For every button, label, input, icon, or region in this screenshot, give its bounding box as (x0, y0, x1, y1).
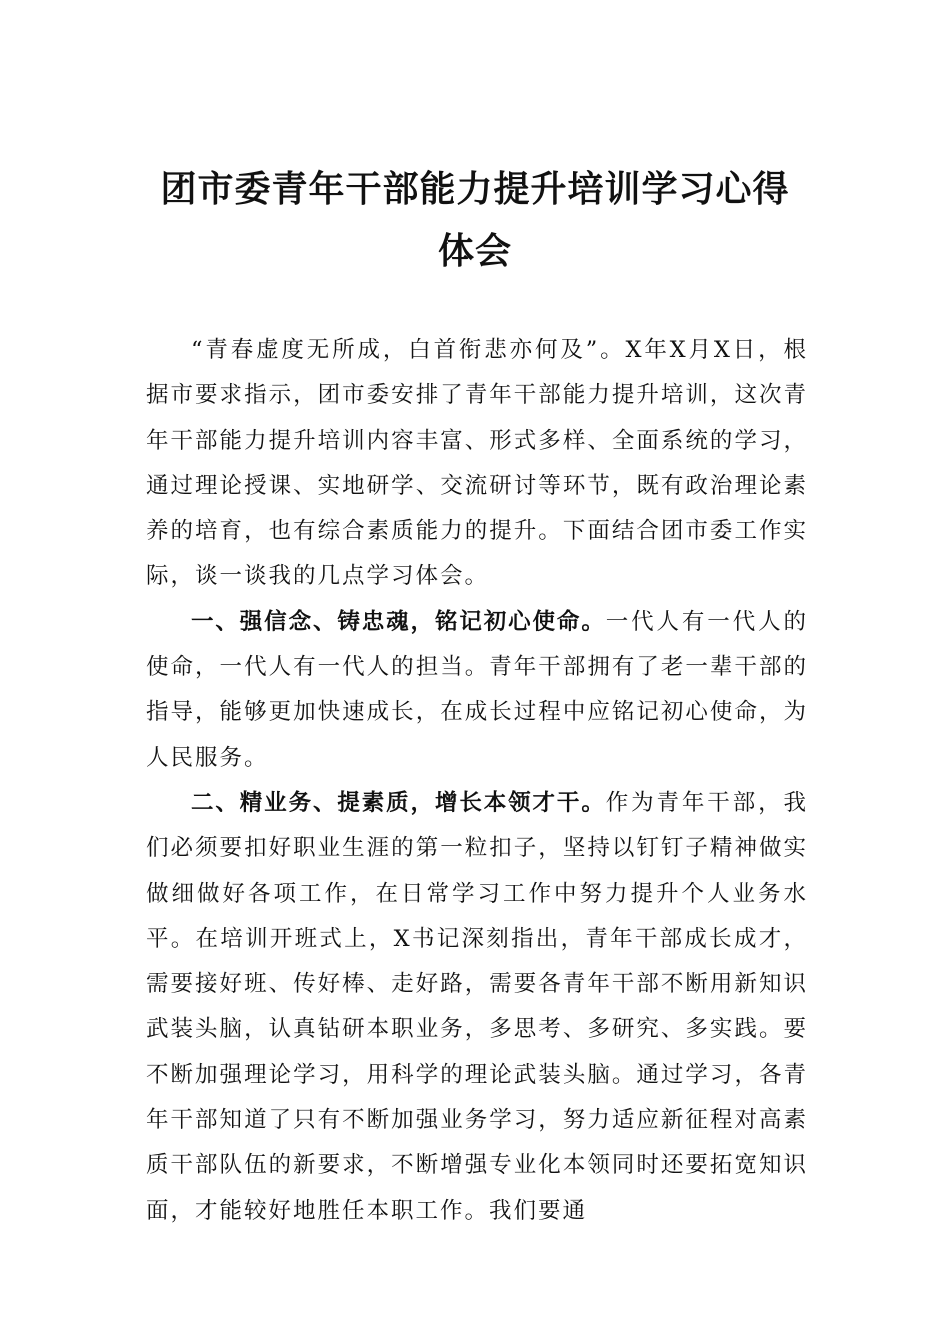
section-heading-2: 二、精业务、提素质，增长本领才干。 (191, 789, 606, 816)
paragraph-text: 作为青年干部，我们必须要扣好职业生涯的第一粒扣子，坚持以钉钉子精神做实做细做好各项工作，在日常学习工作中努力提升个人业务水平。在培训开班式上，X书记深刻指出，青年干部成长成才，需要接好班、传好棒、走好路，需要各青年干部不断用新知识武装头脑，认真钻研本职业务，多思考、多研究、多实践。要不断加强理论学习，用科学的理论武装头脑。通过学习，各青年干部知道了只有不断加强业务学习，努力适应新征程对高素质干部队伍的新要求，不断增强专业化本领同时还要拓宽知识面，才能较好地胜任本职工作。我们要通 (146, 789, 808, 1224)
paragraph-section-2 (146, 781, 808, 1234)
paragraph-section-1 (146, 600, 808, 781)
section-heading-1: 一、强信念、铸忠魂，铭记初心使命。 (191, 608, 606, 635)
paragraph-text: “青春虚度无所成，白首衔悲亦何及”。X年X月X日，根据市要求指示，团市委安排了青年干部能力提升培训，这次青年干部能力提升培训内容丰富、形式多样、全面系统的学习，通过理论授课、实地研学、交流研讨等环节，既有政治理论素养的培育，也有综合素质能力的提升。下面结合团市委工作实际，谈一谈我的几点学习体会。 (146, 337, 808, 590)
document-body (146, 328, 808, 1234)
paragraph-intro (146, 328, 808, 600)
document-title: 团市委青年干部能力提升培训学习心得体会 (160, 168, 790, 272)
paragraph-text: 一代人有一代人的使命，一代人有一代人的担当。青年干部拥有了老一辈干部的指导，能够更加快速成长，在成长过程中应铭记初心使命，为人民服务。 (146, 608, 808, 771)
